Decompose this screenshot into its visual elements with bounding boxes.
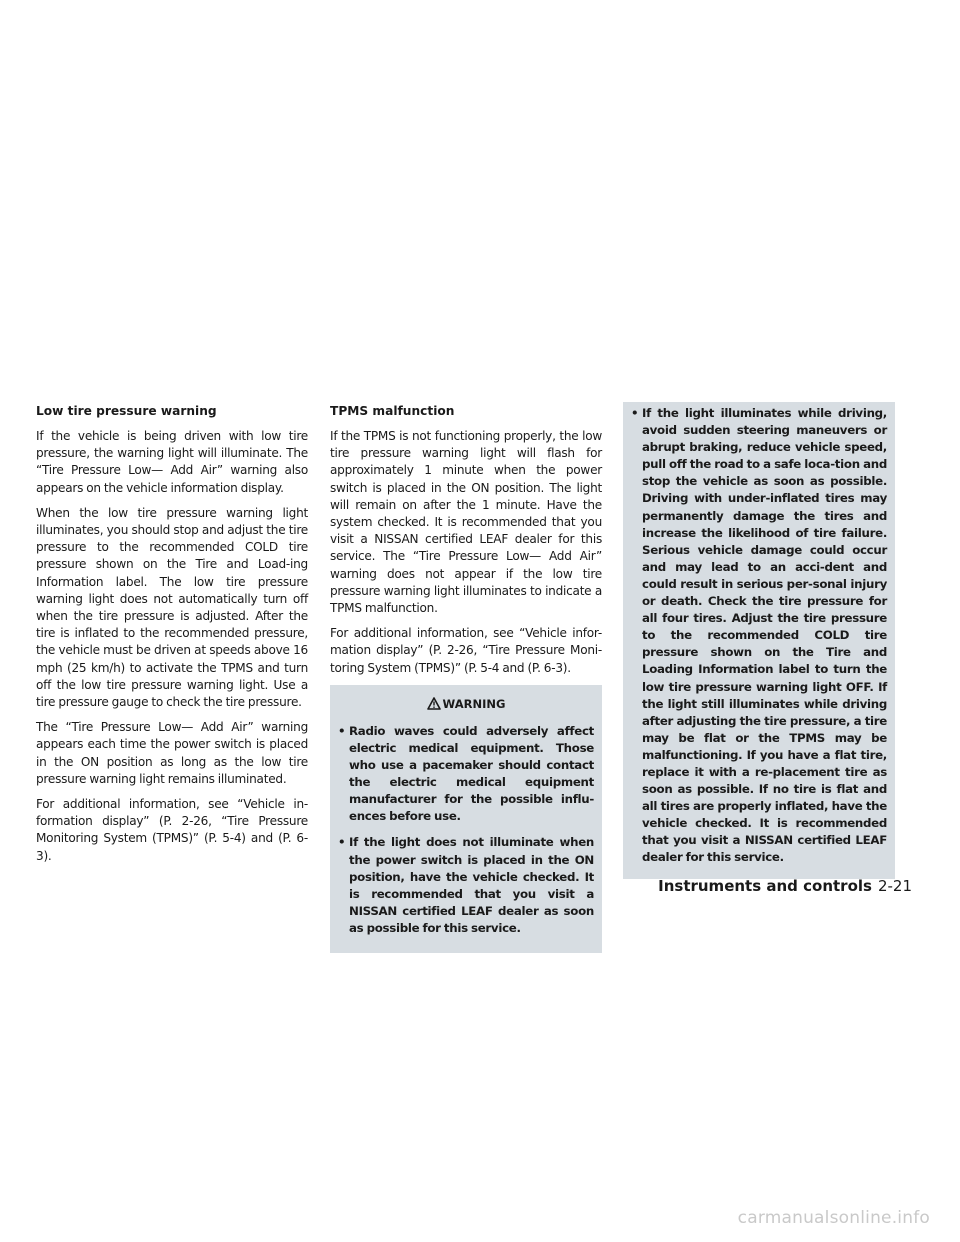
paragraph: When the low tire pressure warning light illuminates, you should stop and adjust the tire pressure to the recommended COLD tire pressure shown on the Tire and Load-ing Information label. The low tire pressure warning light does not automatically turn off when the tire pressure is adjusted. After the tire is inflated to the recommended pressure, the vehicle must be driven at speeds above 16 mph (25 km/h) to activate the TPMS and turn off the low tire pressure warning light. Use a tire pressure gauge to check the tire pressure. (36, 505, 308, 710)
paragraph: The “Tire Pressure Low— Add Air” warning appears each time the power switch is placed in the ON position as long as the low tire pressure warning light remains illuminated. (36, 720, 308, 786)
bullet-marker: • (338, 723, 346, 738)
warning-bullet (631, 405, 887, 867)
warning-bullet (338, 723, 594, 826)
section-heading-tpms-malfunction: TPMS malfunction (330, 404, 455, 418)
page-number: 2-21 (877, 877, 912, 895)
column-right (623, 402, 895, 879)
page-footer (658, 877, 912, 895)
column-middle (330, 402, 602, 953)
warning-box (330, 685, 602, 953)
section-heading-low-tire-pressure: Low tire pressure warning (36, 404, 217, 418)
paragraph: If the vehicle is being driven with low tire pressure, the warning light will illuminate. The “Tire Pressure Low— Add Air” warning also appears on the vehicle information display. (36, 429, 308, 495)
warning-triangle-icon (427, 697, 441, 710)
paragraph: For additional information, see “Vehicle in-formation display” (P. 2-26, “Tire Pressure Monitoring System (TPMS)” (P. 5-4) and (P. 6-3). (36, 797, 308, 863)
warning-bullet-text: If the light illuminates while driving, avoid sudden steering maneuvers or abrupt braking, reduce vehicle speed, pull off the road to a safe loca-tion and stop the vehicle as soon as possible. Driving with under-inflated tires may permanently damage the tires and increase the likelihood of tire failure. Serious vehicle damage could occur and may lead to an acci-dent and could result in serious per-sonal injury or death. Check the tire pressure for all four tires. Adjust the tire pressure to the recommended COLD tire pressure shown on the Tire and Loading Information label to turn the low tire pressure warning light OFF. If the light still illuminates while driving after adjusting the tire pressure, a tire may be flat or the TPMS may be malfunctioning. If you have a flat tire, replace it with a re-placement tire as soon as possible. If no tire is flat and all tires are properly inflated, have the vehicle checked. It is recommended that you visit a NISSAN certified LEAF dealer for this service. (642, 406, 887, 865)
watermark: carmanualsonline.info (737, 1208, 930, 1228)
warning-bullet-text: If the light does not illuminate when the power switch is placed in the ON position, have the vehicle checked. It is recommended that you visit a NISSAN certified LEAF dealer as soon as possible for this service. (349, 835, 594, 935)
paragraph: For additional information, see “Vehicle infor-mation display” (P. 2-26, “Tire Pressure Moni-toring System (TPMS)” (P. 5-4 and (P. 6-3). (330, 626, 602, 675)
warning-title (338, 697, 594, 711)
paragraph: If the TPMS is not functioning properly, the low tire pressure warning light will flash for approximately 1 minute when the power switch is placed in the ON position. The light will remain on after the 1 minute. Have the system checked. It is recommended that you visit a NISSAN certified LEAF dealer for this service. The “Tire Pressure Low— Add Air” warning does not appear if the low tire pressure warning light illuminates to indicate a TPMS malfunction. (330, 429, 602, 616)
bullet-marker: • (631, 406, 639, 420)
warning-bullet (338, 834, 594, 937)
bullet-marker: • (338, 835, 346, 850)
footer-section-title: Instruments and controls (658, 877, 872, 895)
warning-box-continued (623, 402, 895, 879)
column-left (36, 402, 308, 873)
warning-bullet-text: Radio waves could adversely affect electric medical equipment. Those who use a pacemaker should contact the electric medical equipment manufacturer for the possible influ-ences before use. (349, 723, 594, 824)
warning-title-text: WARNING (442, 696, 506, 711)
